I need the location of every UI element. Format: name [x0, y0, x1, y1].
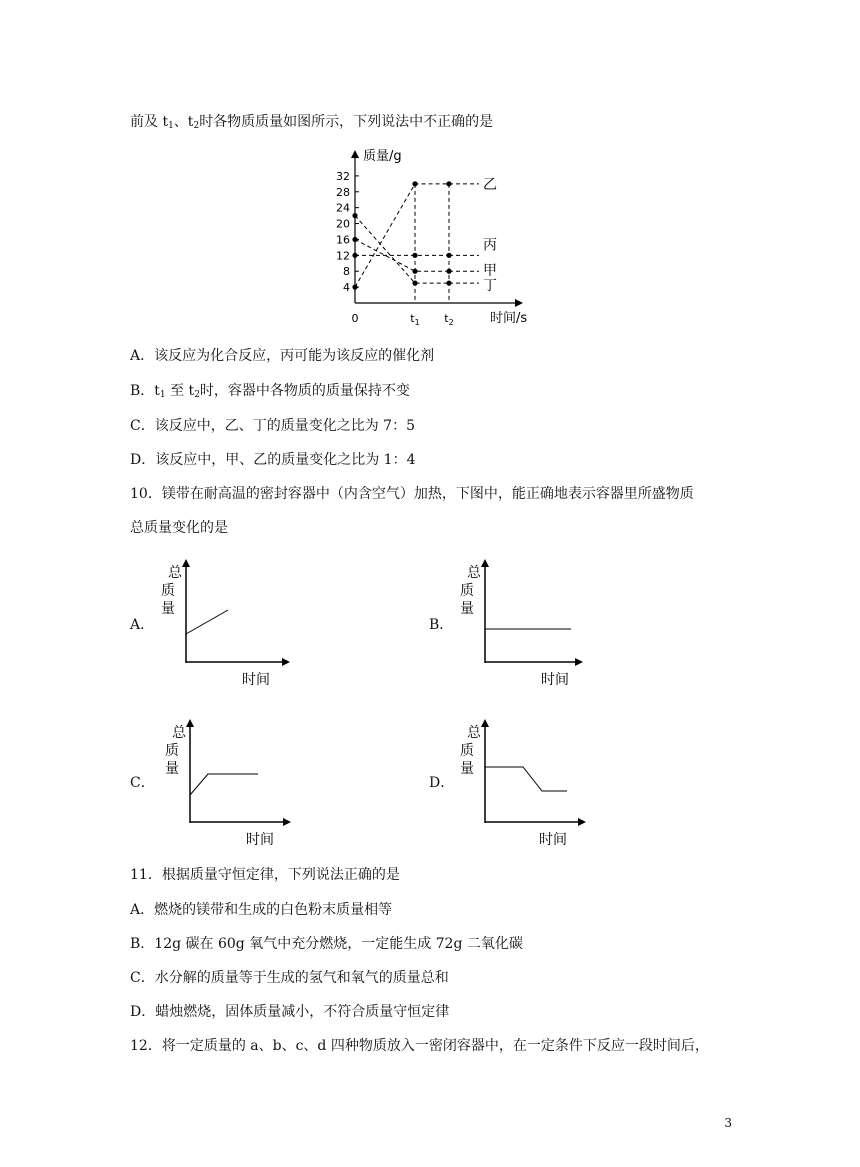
chart-y-tick-label: 32 — [336, 169, 350, 183]
graph-ylabel-2: 质 — [161, 583, 175, 599]
graph-ylabel-2: 质 — [460, 743, 474, 759]
graph-ylabel-2: 质 — [460, 583, 474, 599]
chart-point — [352, 285, 357, 290]
mass-time-chart — [330, 140, 530, 340]
chart-series-label: 甲 — [483, 263, 497, 280]
graph-c-line — [190, 774, 258, 795]
graph-ylabel-2: 质 — [165, 743, 179, 759]
graph-ylabel-3: 量 — [460, 601, 474, 617]
x-axis-arrow — [578, 818, 586, 826]
graph-a — [156, 555, 296, 690]
graph-d — [455, 715, 595, 850]
y-axis-arrow — [182, 559, 190, 567]
q10-stem-line1: 10．镁带在耐高温的密封容器中（内含空气）加热，下图中，能正确地表示容器里所盛物质 — [130, 486, 694, 502]
chart-xlabel: 时间/s — [490, 311, 528, 326]
chart-x-arrow — [515, 299, 523, 307]
q11-option-b: B．12g 碳在 60g 氧气中充分燃烧，一定能生成 72g 二氧化碳 — [130, 936, 523, 952]
q11-stem: 11．根据质量守恒定律，下列说法正确的是 — [130, 867, 400, 883]
chart-y-arrow — [351, 150, 359, 158]
chart-series-label: 丁 — [483, 278, 497, 295]
graph-ylabel-1: 总 — [467, 725, 481, 741]
y-axis-arrow — [186, 719, 194, 727]
graph-ylabel-1: 总 — [168, 565, 182, 581]
graph-ylabel-3: 量 — [460, 761, 474, 777]
chart-x-tick-label: $t_1$ — [410, 312, 420, 327]
x-axis-arrow — [575, 658, 583, 666]
chart-series-line — [355, 216, 449, 284]
q11-option-a: A．燃烧的镁带和生成的白色粉末质量相等 — [130, 902, 393, 918]
page-number: 3 — [724, 1116, 732, 1130]
chart-y-tick-label: 24 — [336, 201, 350, 215]
q10-label-d: D． — [429, 775, 455, 791]
chart-y-tick-label: 4 — [343, 281, 350, 295]
graph-ylabel-1: 总 — [172, 725, 186, 741]
q10-stem-line2: 总质量变化的是 — [130, 520, 228, 536]
q9-option-b-post: 时，容器中各物质的质量保持不变 — [199, 383, 410, 399]
q10-label-c: C． — [130, 775, 155, 791]
chart-x-tick-label: $t_2$ — [444, 312, 454, 327]
chart-y-tick-label: 20 — [336, 217, 350, 231]
graph-xlabel: 时间 — [539, 832, 567, 848]
graph-ylabel-3: 量 — [165, 761, 179, 777]
graph-a-line — [186, 610, 228, 634]
subscript-2: 2 — [194, 390, 200, 400]
q9-option-b-mid: 至 t — [165, 383, 195, 399]
q11-option-d: D．蜡烛燃烧，固体质量减小，不符合质量守恒定律 — [130, 1004, 450, 1020]
y-axis-arrow — [481, 559, 489, 567]
chart-y-tick-label: 16 — [336, 233, 350, 247]
graph-xlabel: 时间 — [246, 832, 274, 848]
q9-intro-mid: 、t — [173, 114, 194, 130]
x-axis-arrow — [283, 818, 291, 826]
chart-point — [352, 213, 357, 218]
graph-d-line — [485, 767, 567, 791]
graph-c — [160, 715, 300, 850]
q9-intro — [130, 112, 493, 136]
q9-option-d: D．该反应中，甲、乙的质量变化之比为 1：4 — [130, 452, 416, 468]
q9-intro-post: 时各物质质量如图所示，下列说法中不正确的是 — [199, 114, 494, 130]
chart-x-tick-label: 0 — [351, 312, 359, 325]
q9-intro-pre: 前及 t — [130, 114, 169, 130]
q12-stem: 12．将一定质量的 a、b、c、d 四种物质放入一密闭容器中，在一定条件下反应一段时间后， — [130, 1038, 709, 1054]
chart-point — [352, 237, 357, 242]
graph-ylabel-1: 总 — [467, 565, 481, 581]
chart-series-label: 乙 — [483, 176, 497, 193]
chart-y-tick-label: 28 — [336, 185, 350, 199]
q10-label-a: A． — [130, 617, 155, 633]
q10-label-b: B． — [429, 617, 454, 633]
chart-point — [352, 253, 357, 258]
y-axis-arrow — [481, 719, 489, 727]
q11-option-c: C．水分解的质量等于生成的氢气和氧气的质量总和 — [130, 970, 449, 986]
subscript-2: 2 — [193, 121, 200, 131]
q9-option-c: C．该反应中，乙、丁的质量变化之比为 7：5 — [130, 418, 415, 434]
subscript-1: 1 — [159, 390, 166, 400]
graph-xlabel: 时间 — [541, 672, 569, 688]
chart-series-label: 丙 — [483, 237, 497, 254]
chart-y-tick-label: 8 — [343, 265, 350, 279]
chart-y-tick-label: 12 — [336, 249, 350, 263]
graph-xlabel: 时间 — [242, 672, 270, 688]
x-axis-arrow — [282, 658, 290, 666]
subscript-1: 1 — [168, 121, 174, 131]
chart-ylabel: 质量/g — [363, 149, 402, 164]
q9-option-b-pre: B．t — [130, 383, 160, 399]
graph-b — [455, 555, 595, 690]
q9-option-a: A．该反应为化合反应，丙可能为该反应的催化剂 — [130, 348, 435, 364]
graph-ylabel-3: 量 — [161, 601, 175, 617]
q9-option-b — [130, 381, 410, 405]
